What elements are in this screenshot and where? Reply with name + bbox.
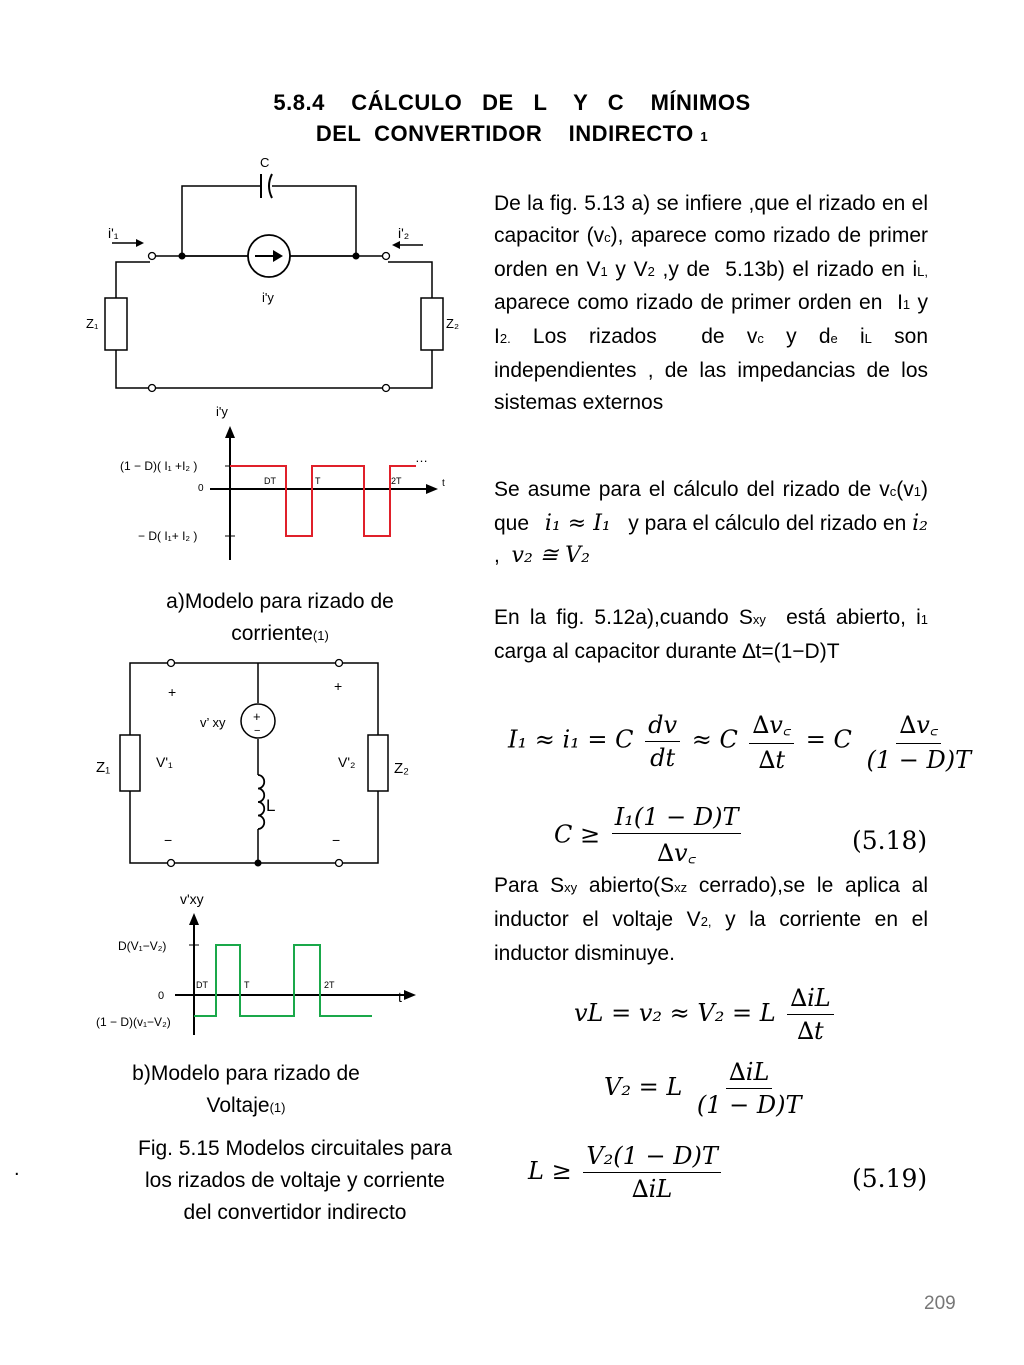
eq-c-num: I₁(1 − D)T [614, 803, 739, 831]
v2-label: V'₂ [338, 754, 356, 770]
p1-text-b: ), aparece como rizado de primer orden en V [494, 223, 928, 281]
terminal [168, 660, 175, 667]
p2-sub-a: c [889, 484, 897, 499]
caption-a-ref: (1) [312, 627, 329, 643]
waveform-a-2t-label: 2T [391, 476, 402, 486]
waveform-a-high-label: (1 − D)( I₁ +I₂ ) [120, 459, 198, 473]
eq-l-num: V₂(1 − D)T [586, 1142, 718, 1170]
waveform-b-chart [90, 880, 430, 1040]
waveform-a-chart [110, 400, 470, 570]
l-label: L [266, 796, 276, 815]
waveform-b-2t-label: 2T [324, 980, 335, 990]
p2-math-2: i₂ [912, 510, 928, 536]
p1-text-i: i [837, 325, 865, 349]
p3-text-a: En la fig. 5.12a),cuando S [494, 606, 753, 629]
figure-caption-line3: del convertidor indirecto [183, 1200, 407, 1224]
waveform-a-dt-label: DT [264, 476, 276, 486]
waveform-b-dt-label: DT [196, 980, 208, 990]
waveform-b-low-label: (1 − D)(v₁−V₂) [96, 1015, 171, 1029]
p3-sub-a: xy [752, 612, 766, 627]
p1-sub-i: L [864, 331, 872, 347]
equation-number-5-19: (5.19) [852, 1164, 928, 1193]
p3-text-d: ∆t=(1−D)T [742, 639, 840, 663]
eq-vl-num: ∆iL [790, 984, 831, 1012]
eq-c-den: ∆v꜀ [657, 839, 696, 867]
title-ref: 1 [700, 129, 709, 144]
p4-text-b: abierto(S [577, 874, 675, 897]
equation-v2 [604, 1058, 809, 1119]
capacitor-plate-right [269, 174, 272, 198]
p1-text-c: y V [607, 257, 648, 281]
eq-vl-den: ∆t [797, 1017, 824, 1045]
p1-text-a: De la fig. 5.13 a) se infiere ,que el rizado en el capacitor (v [494, 192, 928, 247]
p1-text-j: son independientes , de las impedancias de los sistemas externos [494, 325, 928, 414]
z1-box [105, 298, 127, 350]
eq-current-lhs: I₁ ≈ i₁ = C [508, 725, 634, 754]
terminal [383, 253, 390, 260]
eq-v2-lhs: V₂ = L [604, 1073, 683, 1101]
z2-label: Z₂ [446, 316, 459, 331]
eq-current-eq: = C [805, 725, 852, 754]
p1-text-d: ,y de 5.13b) el rizado en i [654, 257, 918, 281]
p2-text-e: , [494, 511, 934, 567]
p4-sub-c: 2, [700, 913, 712, 929]
eq-vl-frac [787, 984, 833, 1045]
paragraph-3 [494, 602, 928, 668]
z2-label: Z₂ [394, 760, 409, 777]
minus-left: − [164, 832, 173, 848]
waveform-b-zero-label: 0 [158, 990, 165, 1002]
v1-label: V'₁ [156, 754, 173, 770]
z2-box [421, 298, 443, 350]
z1-label: Z₁ [96, 759, 111, 776]
p1-sub-d: L, [917, 263, 928, 279]
junction-dot [255, 860, 262, 867]
waveform-a-ylabel: i'y [216, 404, 228, 419]
waveform-a-time-label: t [442, 478, 445, 489]
waveform-b-t-label: T [244, 980, 250, 990]
eq-c-lhs: C ≥ [554, 820, 601, 849]
paragraph-1 [494, 188, 934, 419]
p3-sub-b: 1 [920, 612, 928, 627]
plus-left: + [168, 684, 177, 700]
plus-right: + [334, 678, 343, 694]
p1-sub-c: 2 [647, 263, 655, 279]
waveform-b-trace [194, 945, 372, 1016]
iy-label: i'y [262, 290, 274, 305]
circuit-b-diagram [90, 655, 430, 875]
eq-current-f3-den: (1 − D)T [866, 746, 972, 774]
i1-label: i'₁ [108, 225, 119, 241]
eq-current-f3-num: ∆v꜀ [899, 711, 939, 739]
terminal [149, 385, 156, 392]
caption-a [110, 586, 450, 652]
waveform-a-low-label: − D( I₁+ I₂ ) [138, 529, 198, 543]
source-plus: + [253, 709, 261, 724]
waveform-b-ylabel: v'xy [180, 891, 204, 907]
section-title [0, 90, 1024, 116]
caption-a-line2: corriente [231, 621, 313, 645]
arrow-right-icon [136, 239, 144, 247]
p4-sub-b: xz [674, 880, 688, 895]
waveform-b-time-label: t [398, 989, 402, 1005]
p1-sub-a: c [604, 229, 611, 245]
p4-sub-a: xy [564, 880, 578, 895]
p4-text-d: y la corriente en el inductor disminuye. [494, 907, 928, 965]
figure-caption-line1: Fig. 5.15 Modelos circuitales para [138, 1137, 452, 1160]
title-line-1: 5.8.4 CÁLCULO DE L Y C MÍNIMOS [273, 90, 751, 115]
vxy-label: v’ xy [200, 715, 226, 730]
eq-current-frac-1 [645, 711, 680, 772]
arrow-right-icon [426, 484, 438, 494]
p1-sub-h: e [830, 331, 838, 347]
eq-l-frac [583, 1142, 721, 1203]
z1-label: Z₁ [86, 316, 99, 331]
terminal [383, 385, 390, 392]
caption-a-line1: a)Modelo para rizado de [166, 590, 394, 613]
p2-sub-b: 1 [913, 484, 921, 499]
p1-text-g: Los rizados de v [510, 325, 758, 349]
paragraph-2 [494, 474, 940, 571]
caption-b-line2: Voltaje [206, 1093, 270, 1117]
waveform-a-trace [230, 466, 416, 536]
eq-l-den: ∆iL [631, 1175, 673, 1203]
arrow-up-icon [189, 913, 199, 925]
eq-c-frac [612, 803, 742, 869]
p2-text-b: (v [896, 478, 914, 501]
eq-l-lhs: L ≥ [528, 1157, 572, 1185]
p3-text-c: carga al capacitor durante [494, 639, 743, 663]
capacitor-label: C [260, 155, 270, 170]
circuit-a-diagram [80, 150, 470, 410]
paragraph-4 [494, 870, 928, 969]
arrow-right-icon [404, 990, 416, 1000]
caption-b-line2-wrap [86, 1090, 406, 1124]
eq-vl-lhs: vL = v₂ ≈ V₂ = L [574, 999, 776, 1027]
figure-caption [100, 1133, 490, 1228]
page-number: 209 [924, 1293, 956, 1314]
equation-current [508, 708, 978, 774]
z1-box [120, 735, 140, 791]
eq-current-f2-num: ∆v꜀ [752, 711, 792, 739]
eq-v2-den: (1 − D)T [696, 1091, 802, 1119]
source-minus: − [254, 725, 261, 737]
eq-current-frac-2 [749, 708, 794, 774]
title-line-2: DEL CONVERTIDOR INDIRECTO [315, 121, 694, 146]
eq-current-frac-3 [863, 708, 974, 774]
eq-v2-frac [694, 1058, 805, 1119]
p2-text-a: Se asume para el cálculo del rizado de v [494, 478, 890, 501]
waveform-a-t-label: T [315, 476, 321, 486]
p1-text-f: y I [494, 291, 928, 349]
p2-text-d: y para el cálculo del rizado en [610, 511, 907, 535]
equation-5-19 [528, 1142, 725, 1203]
equation-vl [574, 984, 838, 1045]
inductor-icon [258, 775, 264, 829]
p1-sub-b: 1 [600, 263, 608, 279]
minus-right: − [332, 832, 341, 848]
p4-text-c: cerrado),se le aplica al inductor el voltaje V [494, 874, 929, 931]
i2-label: i'₂ [398, 225, 410, 241]
p1-sub-f: 2. [499, 331, 511, 347]
equation-5-18 [554, 803, 745, 869]
eq-current-f2-den: ∆t [758, 746, 785, 774]
caption-b-line1: b)Modelo para rizado de [132, 1062, 360, 1085]
eq-current-approx: ≈ C [691, 725, 738, 754]
p2-math-1: i₁ ≈ I₁ [544, 510, 611, 536]
figure-caption-line2: los rizados de voltaje y corriente [145, 1168, 445, 1192]
equation-number-5-18: (5.18) [852, 826, 928, 855]
arrow-up-icon [225, 426, 235, 438]
p1-text-e: aparece como rizado de primer orden en I [494, 257, 934, 315]
terminal [168, 860, 175, 867]
section-title-2 [0, 121, 1024, 147]
eq-current-f1-num: dv [648, 710, 678, 739]
waveform-a-zero-label: 0 [198, 483, 204, 494]
z2-box [368, 735, 388, 791]
p1-sub-g: c [757, 331, 764, 347]
p3-text-b: está abierto, i [765, 606, 921, 629]
caption-b-ref: (1) [269, 1099, 286, 1115]
terminal [149, 253, 156, 260]
eq-current-f1-den: dt [650, 743, 676, 772]
eq-v2-num: ∆iL [729, 1058, 770, 1086]
p1-text-h: y d [763, 325, 831, 349]
p1-sub-e: 1 [902, 297, 911, 313]
stray-dot: . [14, 1158, 20, 1180]
caption-a-line2-wrap [110, 618, 450, 652]
caption-b [86, 1058, 406, 1124]
waveform-a-dots: … [415, 450, 428, 465]
p4-text-a: Para S [494, 874, 565, 897]
terminal [336, 660, 343, 667]
p2-text-c: ) que [494, 478, 940, 535]
p2-math-3: v₂ ≅ V₂ [511, 542, 590, 568]
arrow-left-icon [392, 241, 400, 249]
terminal [336, 860, 343, 867]
waveform-b-high-label: D(V₁−V₂) [118, 939, 167, 953]
